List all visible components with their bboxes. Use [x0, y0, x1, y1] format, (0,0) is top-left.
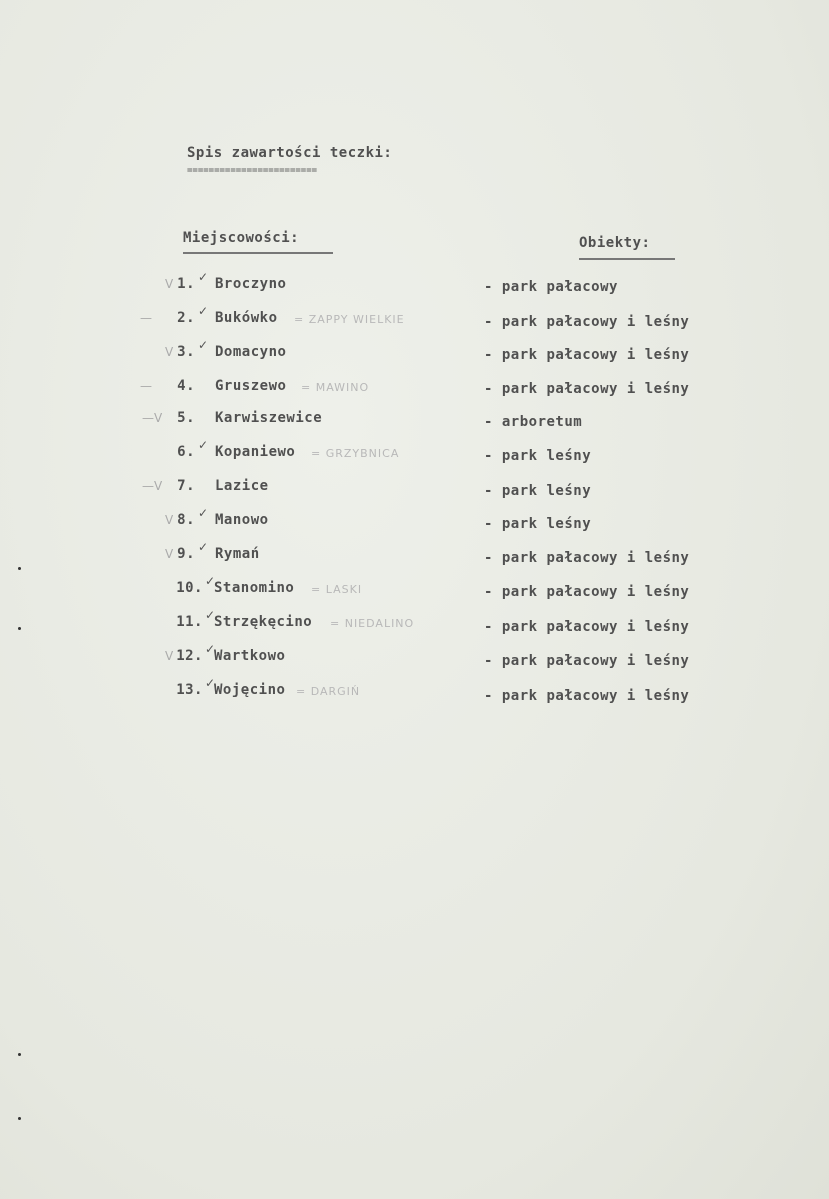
- place-name: Strzękęcino: [214, 614, 313, 630]
- punch-mark: [18, 1053, 21, 1056]
- margin-mark: —: [140, 311, 152, 325]
- margin-mark: —V: [142, 411, 163, 425]
- handwritten-note: = ZAPPY WIELKIE: [294, 313, 405, 326]
- object-description: - park pałacowy i leśny: [484, 688, 690, 704]
- object-description: - park pałacowy i leśny: [484, 347, 690, 363]
- object-description: - park pałacowy i leśny: [484, 381, 690, 397]
- check-mark-icon: ✓: [205, 608, 216, 622]
- handwritten-note: = NIEDALINO: [330, 617, 415, 630]
- punch-mark: [18, 567, 21, 570]
- entry-number: 13.: [176, 682, 203, 698]
- place-name: Gruszewo: [215, 378, 287, 394]
- entry-number: 8.: [177, 512, 195, 528]
- punch-mark: [18, 1117, 21, 1120]
- check-mark-icon: ✓: [198, 338, 209, 352]
- entry-number: 9.: [177, 546, 195, 562]
- handwritten-note: = DARGIŃ: [296, 685, 361, 698]
- place-name: Bukówko: [215, 310, 278, 326]
- column-header-objects-underline: [579, 258, 675, 260]
- column-header-objects: Obiekty:: [579, 235, 651, 251]
- check-mark-icon: ✓: [198, 270, 209, 284]
- column-header-places-underline: [183, 252, 333, 254]
- check-mark-icon: ✓: [205, 574, 216, 588]
- entry-number: 5.: [177, 410, 195, 426]
- handwritten-note: = MAWINO: [301, 381, 370, 394]
- margin-mark: V: [165, 513, 174, 527]
- check-mark-icon: ✓: [198, 304, 209, 318]
- title-underline: ========================: [187, 166, 318, 176]
- object-description: - park pałacowy: [484, 279, 618, 295]
- entry-number: 1.: [177, 276, 195, 292]
- place-name: Stanomino: [214, 580, 295, 596]
- punch-mark: [18, 627, 21, 630]
- object-description: - park leśny: [484, 483, 592, 499]
- entry-number: 11.: [176, 614, 203, 630]
- entry-number: 6.: [177, 444, 195, 460]
- margin-mark: V: [165, 649, 174, 663]
- place-name: Kopaniewo: [215, 444, 296, 460]
- object-description: - park pałacowy i leśny: [484, 653, 690, 669]
- column-header-places: Miejscowości:: [183, 230, 300, 246]
- place-name: Wartkowo: [214, 648, 286, 664]
- entry-number: 12.: [176, 648, 203, 664]
- entry-number: 2.: [177, 310, 195, 326]
- check-mark-icon: ✓: [198, 438, 209, 452]
- margin-mark: V: [165, 547, 174, 561]
- document-title: Spis zawartości teczki:: [187, 145, 393, 161]
- handwritten-note: = GRZYBNICA: [311, 447, 400, 460]
- object-description: - park leśny: [484, 516, 592, 532]
- check-mark-icon: ✓: [198, 506, 209, 520]
- object-description: - park pałacowy i leśny: [484, 314, 690, 330]
- entry-number: 7.: [177, 478, 195, 494]
- entry-number: 4.: [177, 378, 195, 394]
- entry-number: 10.: [176, 580, 203, 596]
- entry-number: 3.: [177, 344, 195, 360]
- margin-mark: V: [165, 277, 174, 291]
- check-mark-icon: ✓: [205, 676, 216, 690]
- margin-mark: V: [165, 345, 174, 359]
- object-description: - park pałacowy i leśny: [484, 584, 690, 600]
- object-description: - park pałacowy i leśny: [484, 619, 690, 635]
- check-mark-icon: ✓: [205, 642, 216, 656]
- place-name: Broczyno: [215, 276, 287, 292]
- handwritten-note: = LASKI: [311, 583, 363, 596]
- place-name: Karwiszewice: [215, 410, 323, 426]
- place-name: Wojęcino: [214, 682, 286, 698]
- margin-mark: —V: [142, 479, 163, 493]
- check-mark-icon: ✓: [198, 540, 209, 554]
- place-name: Domacyno: [215, 344, 287, 360]
- place-name: Lazice: [215, 478, 269, 494]
- object-description: - arboretum: [484, 414, 583, 430]
- place-name: Rymań: [215, 546, 260, 562]
- object-description: - park leśny: [484, 448, 592, 464]
- place-name: Manowo: [215, 512, 269, 528]
- margin-mark: —: [140, 379, 152, 393]
- object-description: - park pałacowy i leśny: [484, 550, 690, 566]
